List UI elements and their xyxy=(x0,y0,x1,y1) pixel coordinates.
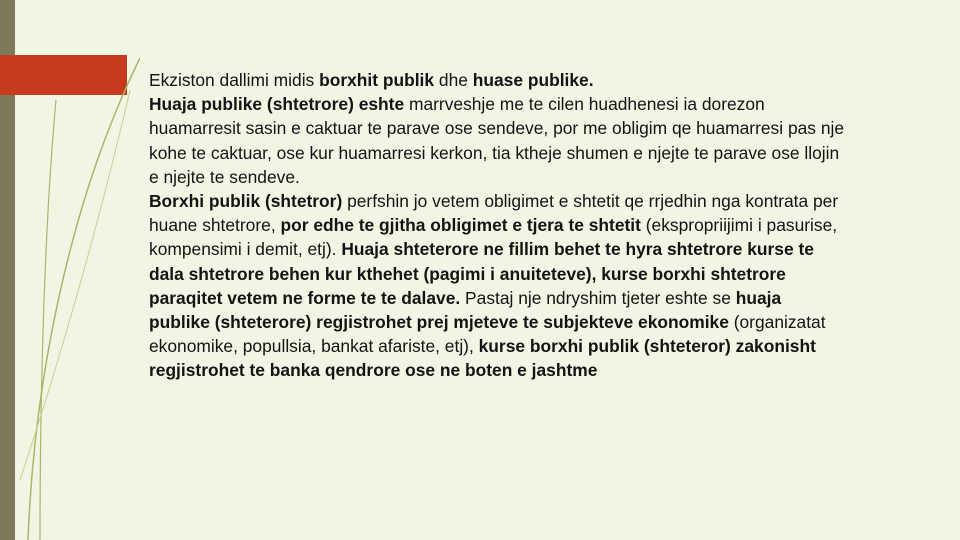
text-run: dhe xyxy=(434,70,473,90)
text-run: Pastaj nje ndryshim tjeter eshte se xyxy=(460,287,736,308)
bold-text-run: Huaja shteterore ne fillim behet te hyra shtetrore kurse te dala shtetrore behen kur kthehet (pagimi i anuiteteve), kurse borxhi shtetrore paraqitet vetem ne forme te te dalave. xyxy=(149,239,814,308)
slide-body-text xyxy=(145,68,845,383)
bold-text-run: Borxhi publik (shtetror) xyxy=(149,191,343,212)
bold-text-run: kurse borxhi publik (shteteror) zakonisht regjistrohet te banka qendrore ose ne boten e jashtme xyxy=(149,336,816,381)
text-run: (ekspropriijimi i pasurise, kompensimi i demit, etj). xyxy=(149,215,838,260)
decorative-lines xyxy=(0,0,140,540)
paragraph-1 xyxy=(145,68,845,92)
paragraph-3 xyxy=(145,189,845,383)
text-run: perfshin jo vetem obligimet e shtetit qe rrjedhin nga kontrata per huane shtetrore, xyxy=(149,191,839,236)
bold-text-run: por edhe te gjitha obligimet e tjera te shtetit xyxy=(280,215,641,236)
bold-text-run: Huaja publike (shtetrore) eshte xyxy=(149,94,405,115)
bold-text-run: borxhit publik xyxy=(319,70,435,90)
bold-text-run: huase publike. xyxy=(472,70,594,90)
bold-text-run: huaja publike (shteterore) regjistrohet prej mjeteve te subjekteve ekonomike xyxy=(149,287,782,333)
text-run: (organizatat ekonomike, popullsia, bankat afariste, etj), xyxy=(149,312,826,357)
paragraph-2 xyxy=(145,92,845,189)
text-run: Ekziston dallimi midis xyxy=(149,70,320,90)
text-run: marrveshje me te cilen huadhenesi ia dorezon huamarresit sasin e caktuar te parave ose sendeve, por me obligim qe huamarresi pas nje kohe te caktuar, ose kur huamarresi kerkon, tia ktheje shumen e njejte te parave ose llojin e njejte te sendeve. xyxy=(149,94,845,187)
